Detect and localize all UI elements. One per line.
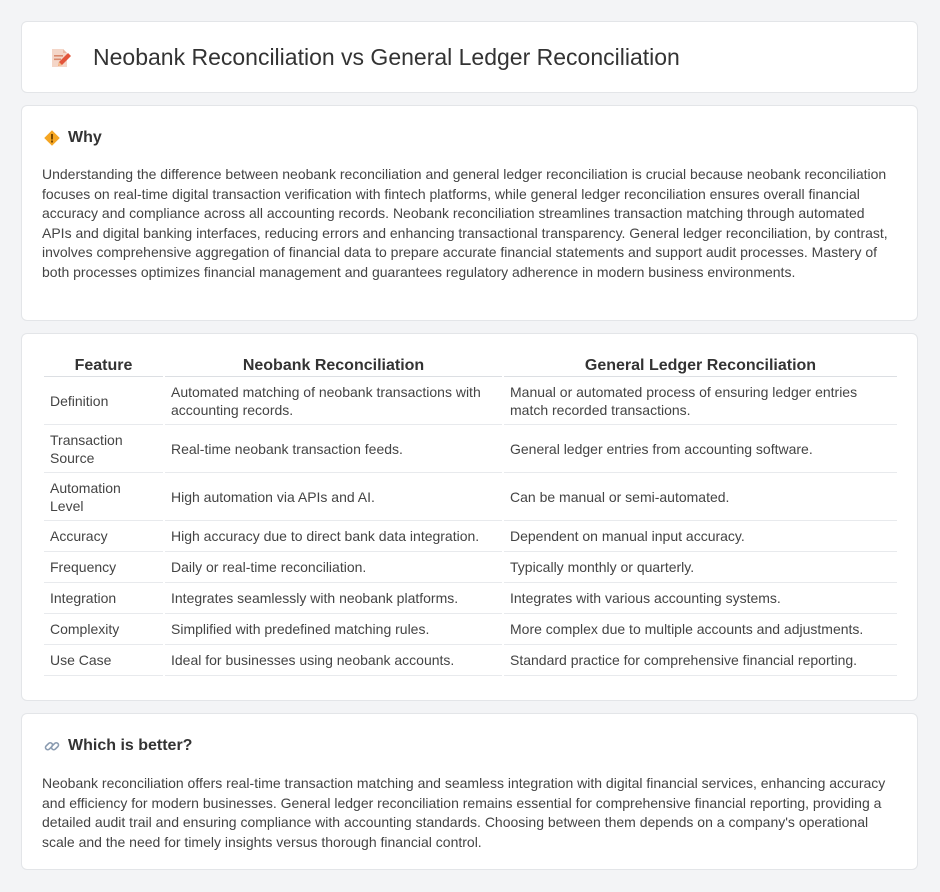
row-ledger: Integrates with various accounting systems. — [504, 583, 897, 614]
row-feature: Automation Level — [44, 473, 163, 521]
which-is-better-section — [21, 713, 918, 870]
row-ledger: Dependent on manual input accuracy. — [504, 521, 897, 552]
row-neobank: High accuracy due to direct bank data integration. — [165, 521, 502, 552]
row-ledger: More complex due to multiple accounts and adjustments. — [504, 614, 897, 645]
row-neobank: Ideal for businesses using neobank accounts. — [165, 645, 502, 676]
table-header-row — [44, 356, 897, 377]
row-ledger: Can be manual or semi-automated. — [504, 473, 897, 521]
row-neobank: Real-time neobank transaction feeds. — [165, 425, 502, 473]
table-row — [44, 377, 897, 425]
table-row — [44, 425, 897, 473]
better-text: Neobank reconciliation offers real-time transaction matching and seamless integration with digital financial services, enhancing accuracy and efficiency for modern businesses. General ledger reconciliation remains essential for comprehensive financial reporting, providing a detailed audit trail and ensuring compliance with accounting standards. Choosing between them depends on a company's operational scale and the need for timely insights versus thorough financial control. — [42, 775, 886, 850]
row-feature: Integration — [44, 583, 163, 614]
diamond-sign-icon — [43, 129, 61, 147]
row-ledger: Standard practice for comprehensive financial reporting. — [504, 645, 897, 676]
table-row — [44, 614, 897, 645]
row-neobank: Simplified with predefined matching rules. — [165, 614, 502, 645]
row-ledger: Typically monthly or quarterly. — [504, 552, 897, 583]
header-card — [21, 21, 918, 93]
row-feature: Complexity — [44, 614, 163, 645]
comparison-section — [21, 333, 918, 701]
row-feature: Frequency — [44, 552, 163, 583]
better-heading: Which is better? — [68, 737, 193, 754]
why-heading-row — [43, 128, 102, 148]
row-neobank: Daily or real-time reconciliation. — [165, 552, 502, 583]
why-heading: Why — [68, 129, 102, 146]
row-neobank: Integrates seamlessly with neobank platforms. — [165, 583, 502, 614]
row-feature: Accuracy — [44, 521, 163, 552]
document-pencil-icon — [49, 47, 71, 69]
table-row — [44, 552, 897, 583]
why-section — [21, 105, 918, 321]
table-row — [44, 583, 897, 614]
column-header-ledger: General Ledger Reconciliation — [504, 356, 897, 377]
column-header-feature: Feature — [44, 356, 163, 377]
page-title: Neobank Reconciliation vs General Ledger Reconciliation — [93, 44, 680, 70]
table-row — [44, 645, 897, 676]
row-feature: Use Case — [44, 645, 163, 676]
column-header-neobank: Neobank Reconciliation — [165, 356, 502, 377]
row-neobank: Automated matching of neobank transactions with accounting records. — [165, 377, 502, 425]
row-ledger: General ledger entries from accounting software. — [504, 425, 897, 473]
link-icon — [43, 737, 61, 755]
row-ledger: Manual or automated process of ensuring ledger entries match recorded transactions. — [504, 377, 897, 425]
why-text: Understanding the difference between neobank reconciliation and general ledger reconciliation is crucial because neobank reconciliation focuses on real-time digital transaction verification with fintech platforms, while general ledger reconciliation ensures overall financial accuracy and compliance across all accounting records. Neobank reconciliation streamlines transaction matching through automated APIs and digital banking interfaces, reducing errors and enhancing transactional transparency. General ledger reconciliation, by contrast, involves comprehensive aggregation of financial data to prepare accurate financial statements and support audit processes. Mastery of both processes optimizes financial management and guarantees regulatory adherence in modern business environments. — [42, 166, 888, 280]
row-neobank: High automation via APIs and AI. — [165, 473, 502, 521]
row-feature: Transaction Source — [44, 425, 163, 473]
table-row — [44, 473, 897, 521]
comparison-table — [42, 356, 899, 676]
row-feature: Definition — [44, 377, 163, 425]
better-heading-row — [43, 736, 192, 756]
table-row — [44, 521, 897, 552]
